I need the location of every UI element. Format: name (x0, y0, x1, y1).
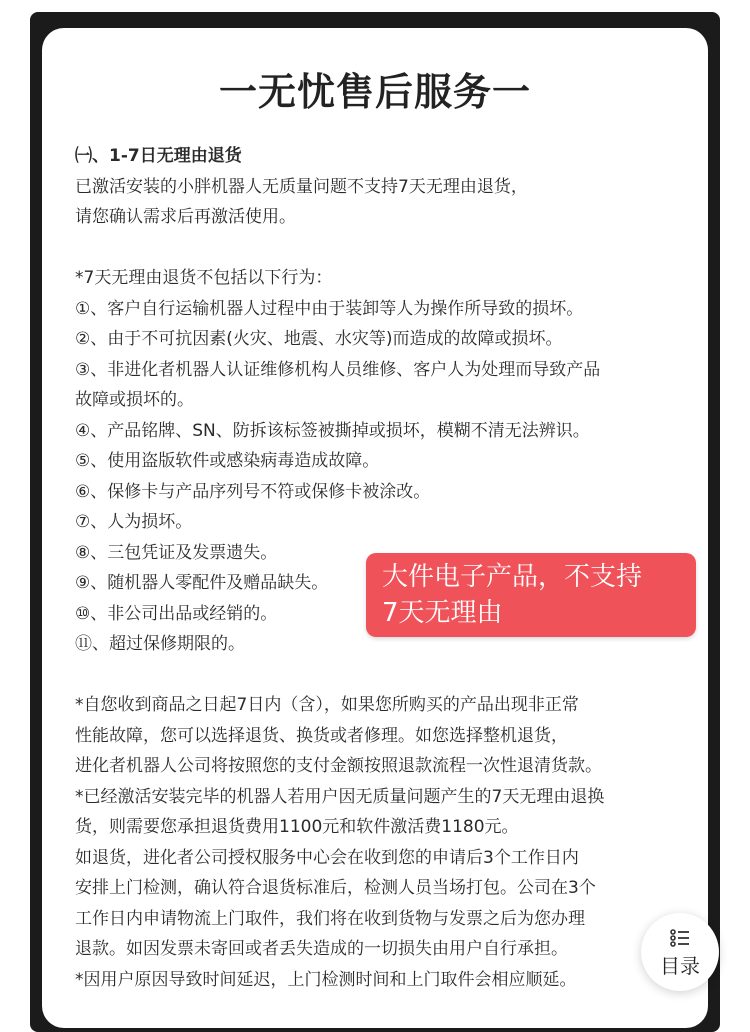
text-line: *自您收到商品之日起7日内（含），如果您所购买的产品出现非正常 (75, 695, 579, 715)
list-item: ⑤、使用盗版软件或感染病毒造成故障。 (75, 451, 380, 471)
text-line: 工作日内申请物流上门取件，我们将在收到货物与发票之后为您办理 (75, 908, 585, 929)
text-line: *因用户原因导致时间延迟，上门检测时间和上门取件会相应顺延。 (75, 969, 577, 990)
list-item-continued: 故障或损坏的。 (75, 390, 194, 410)
list-item: ⑨、随机器人零配件及赠品缺失。 (75, 573, 329, 593)
list-item: ⑩、非公司出品或经销的。 (75, 603, 278, 624)
text-line: 货，则需要您承担退货费用1100元和软件激活费1180元。 (75, 817, 519, 837)
list-item: ⑧、三包凭证及发票遗失。 (75, 542, 278, 563)
page-title: 一无忧售后服务一 (218, 70, 531, 114)
list-item: ⑪、超过保修期限的。 (75, 634, 245, 654)
promo-line-2: 7天无理由 (382, 598, 503, 628)
list-item: ⑦、人为损坏。 (75, 512, 193, 532)
blank-line (75, 233, 675, 264)
toc-button[interactable] (641, 913, 719, 991)
text-line: *已经激活安装完毕的机器人若用户因无质量问题产生的7天无理由退换 (75, 786, 605, 807)
promo-banner (366, 553, 696, 637)
text-line: 请您确认需求后再激活使用。 (75, 207, 296, 227)
text-line: 如退货，进化者公司授权服务中心会在收到您的申请后3个工作日内 (75, 847, 579, 868)
text-line: *7天无理由退货不包括以下行为： (75, 268, 333, 288)
promo-line-1: 大件电子产品，不支持 (382, 562, 643, 592)
list-item: ④、产品铭牌、SN、防拆该标签被撕掉或损坏，模糊不清无法辨识。 (75, 420, 590, 441)
text-line: 退款。如因发票未寄回或者丢失造成的一切损失由用户自行承担。 (75, 939, 568, 959)
list-item: ①、客户自行运输机器人过程中由于装卸等人为操作所导致的损坏。 (75, 298, 584, 319)
text-line: 进化者机器人公司将按照您的支付金额按照退款流程一次性退清货款。 (75, 756, 602, 776)
list-item: ⑥、保修卡与产品序列号不符或保修卡被涂改。 (75, 481, 431, 502)
text-line: 安排上门检测，确认符合退货标准后，检测人员当场打包。公司在3个 (75, 878, 596, 898)
blank-line (75, 660, 675, 691)
list-item: ③、非进化者机器人认证维修机构人员维修、客户人为处理而导致产品 (75, 359, 601, 380)
toc-label: 目录 (660, 954, 700, 978)
text-line: 已激活安装的小胖机器人无质量问题不支持7天无理由退货， (75, 176, 528, 197)
section-heading: ㈠、1-7日无理由退货 (75, 146, 242, 166)
text-line: 性能故障，您可以选择退货、换货或者修理。如您选择整机退货， (75, 725, 568, 746)
list-icon (670, 929, 690, 947)
list-item: ②、由于不可抗因素(火灾、地震、水灾等)而造成的故障或损坏。 (75, 329, 563, 349)
